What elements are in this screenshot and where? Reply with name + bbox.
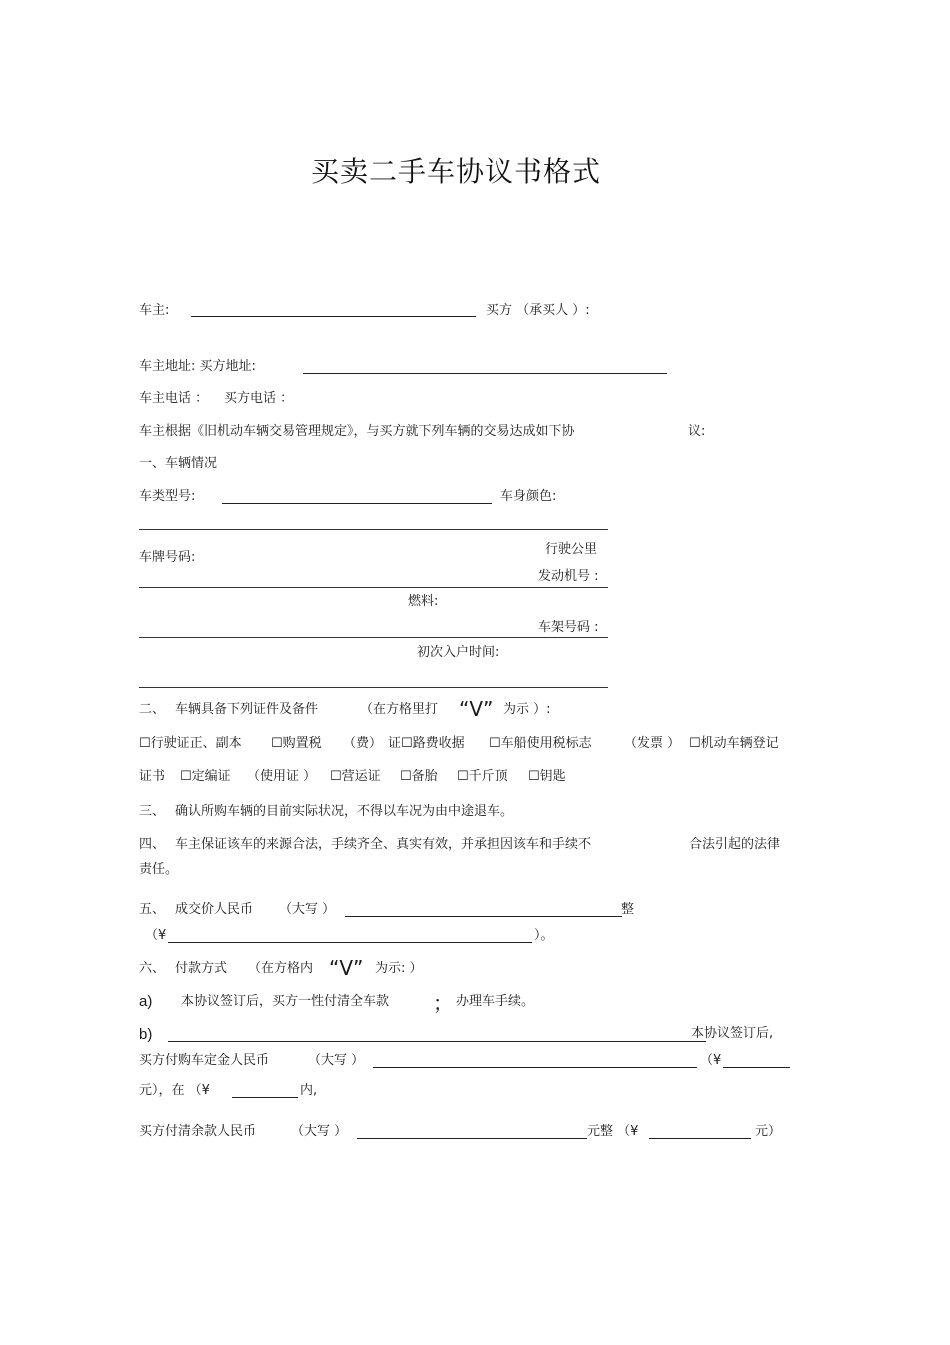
model-blank[interactable] [222, 503, 492, 504]
option-b-label: b) [139, 1026, 153, 1043]
section3-num: 三、 [139, 804, 166, 819]
section5-yen-close: ）。 [534, 928, 554, 943]
balance-label: 买方付清余款人民币 [139, 1124, 257, 1139]
model-label: 车类型号: [139, 489, 196, 504]
balance-paren: （大写 ） [291, 1124, 348, 1139]
deposit-line3-tail: 内, [300, 1083, 318, 1098]
section6-paren-open: （在方格内 [248, 961, 314, 976]
intro-tail: 议: [688, 424, 706, 439]
doc-checkbox-license[interactable]: ☐行驶证正、副本 [139, 736, 242, 751]
section6-num: 六、 [139, 961, 166, 976]
doc-text-invoice: （发票 ） [624, 736, 681, 751]
doc-checkbox-registration[interactable]: ☐机动车辆登记 [689, 736, 779, 751]
deposit-number-blank[interactable] [723, 1067, 790, 1068]
option-b-blank[interactable] [168, 1041, 706, 1042]
option-a-label: a) [139, 993, 153, 1010]
balance-end: 元） [755, 1124, 782, 1139]
balance-number-blank[interactable] [649, 1138, 751, 1139]
deposit-line3: 元），在 （¥ [139, 1083, 210, 1098]
first-reg-label: 初次入户时间: [417, 645, 500, 660]
frame-label: 车架号码 : [538, 620, 599, 635]
deposit-yen: （¥ [700, 1053, 722, 1068]
check-mark: “V” [459, 697, 494, 721]
doc-checkbox-keys[interactable]: ☐钥匙 [528, 769, 566, 784]
fuel-label: 燃料: [408, 594, 439, 609]
option-a-tail: 办理车手续。 [456, 994, 535, 1009]
deposit-date-blank[interactable] [232, 1097, 298, 1098]
section4-num: 四、 [139, 837, 166, 852]
doc-checkbox-jack[interactable]: ☐千斤顶 [457, 769, 508, 784]
color-label: 车身颜色: [500, 489, 557, 504]
doc-checkbox-spare-tire[interactable]: ☐备胎 [400, 769, 438, 784]
owner-label: 车主: [139, 303, 170, 318]
doc-checkbox-purchase-tax[interactable]: ☐购置税 [271, 736, 322, 751]
section5-yen-open: （¥ [145, 928, 167, 943]
section2-text: 车辆具备下列证件及备件 [175, 702, 319, 717]
section2-num: 二、 [139, 702, 166, 717]
deposit-paren: （大写 ） [308, 1053, 365, 1068]
deposit-label: 买方付购车定金人民币 [139, 1053, 270, 1068]
balance-mid: 元整 （¥ [587, 1124, 639, 1139]
doc-checkbox-operating[interactable]: ☐营运证 [330, 769, 381, 784]
section5-num: 五、 [139, 902, 166, 917]
page-title: 买卖二手车协议书格式 [311, 155, 602, 188]
plate-label: 车牌号码: [139, 550, 196, 565]
section4-text: 车主保证该车的来源合法，手续齐全、真实有效，并承担因该车和手续不 [175, 837, 592, 852]
table-line-3 [139, 637, 608, 638]
option-b-tail: 本协议签订后, [691, 1026, 774, 1041]
option-a-text: 本协议签订后，买方一性付清全车款 [181, 994, 390, 1009]
price-number-blank[interactable] [168, 942, 532, 943]
intro-text: 车主根据《旧机动车辆交易管理规定》，与买方就下列车辆的交易达成如下协 [139, 424, 575, 439]
table-line-bottom [139, 687, 608, 688]
owner-blank[interactable] [191, 316, 476, 317]
section5-paren: （大写 ） [279, 902, 336, 917]
balance-words-blank[interactable] [357, 1138, 587, 1139]
doc-text-certificate: 证书 [139, 769, 166, 784]
doc-text-use-cert: （使用证 ） [247, 769, 317, 784]
mileage-label: 行驶公里 [545, 542, 598, 557]
deposit-words-blank[interactable] [373, 1067, 697, 1068]
buyer-label: 买方 （承买人 ）: [486, 303, 590, 318]
section3-text: 确认所购车辆的目前实际状况，不得以车况为由中途退车。 [175, 804, 514, 819]
section5-suffix: 整 [621, 902, 635, 917]
table-line-top [139, 529, 608, 530]
engine-label: 发动机号 : [538, 569, 599, 584]
table-line-2 [139, 587, 608, 588]
option-a-semicolon: ； [433, 991, 453, 1015]
doc-text-fee: （费） [343, 736, 383, 751]
doc-checkbox-quota[interactable]: ☐定编证 [180, 769, 231, 784]
section6-paren-close: 为示: ） [375, 961, 423, 976]
buyer-phone-label: 买方电话 ： [224, 391, 294, 406]
section6-check-mark: “V” [329, 956, 364, 980]
section5-text: 成交价人民币 [175, 902, 254, 917]
address-blank[interactable] [303, 373, 667, 374]
owner-phone-label: 车主电话 ： [139, 391, 209, 406]
doc-checkbox-toll-receipt[interactable]: 证☐路费收据 [388, 736, 465, 751]
price-words-blank[interactable] [345, 916, 622, 917]
section4-tail: 合法引起的法律 [689, 837, 781, 852]
section1-heading: 一、车辆情况 [139, 456, 218, 471]
section2-paren-open: （在方格里打 [360, 702, 439, 717]
section2-paren-close: 为示 ）: [503, 702, 551, 717]
address-label: 车主地址: 买方地址: [139, 359, 256, 374]
section6-text: 付款方式 [175, 961, 228, 976]
doc-checkbox-vessel-tax[interactable]: ☐车船使用税标志 [489, 736, 592, 751]
section4-line2: 责任。 [139, 862, 179, 877]
